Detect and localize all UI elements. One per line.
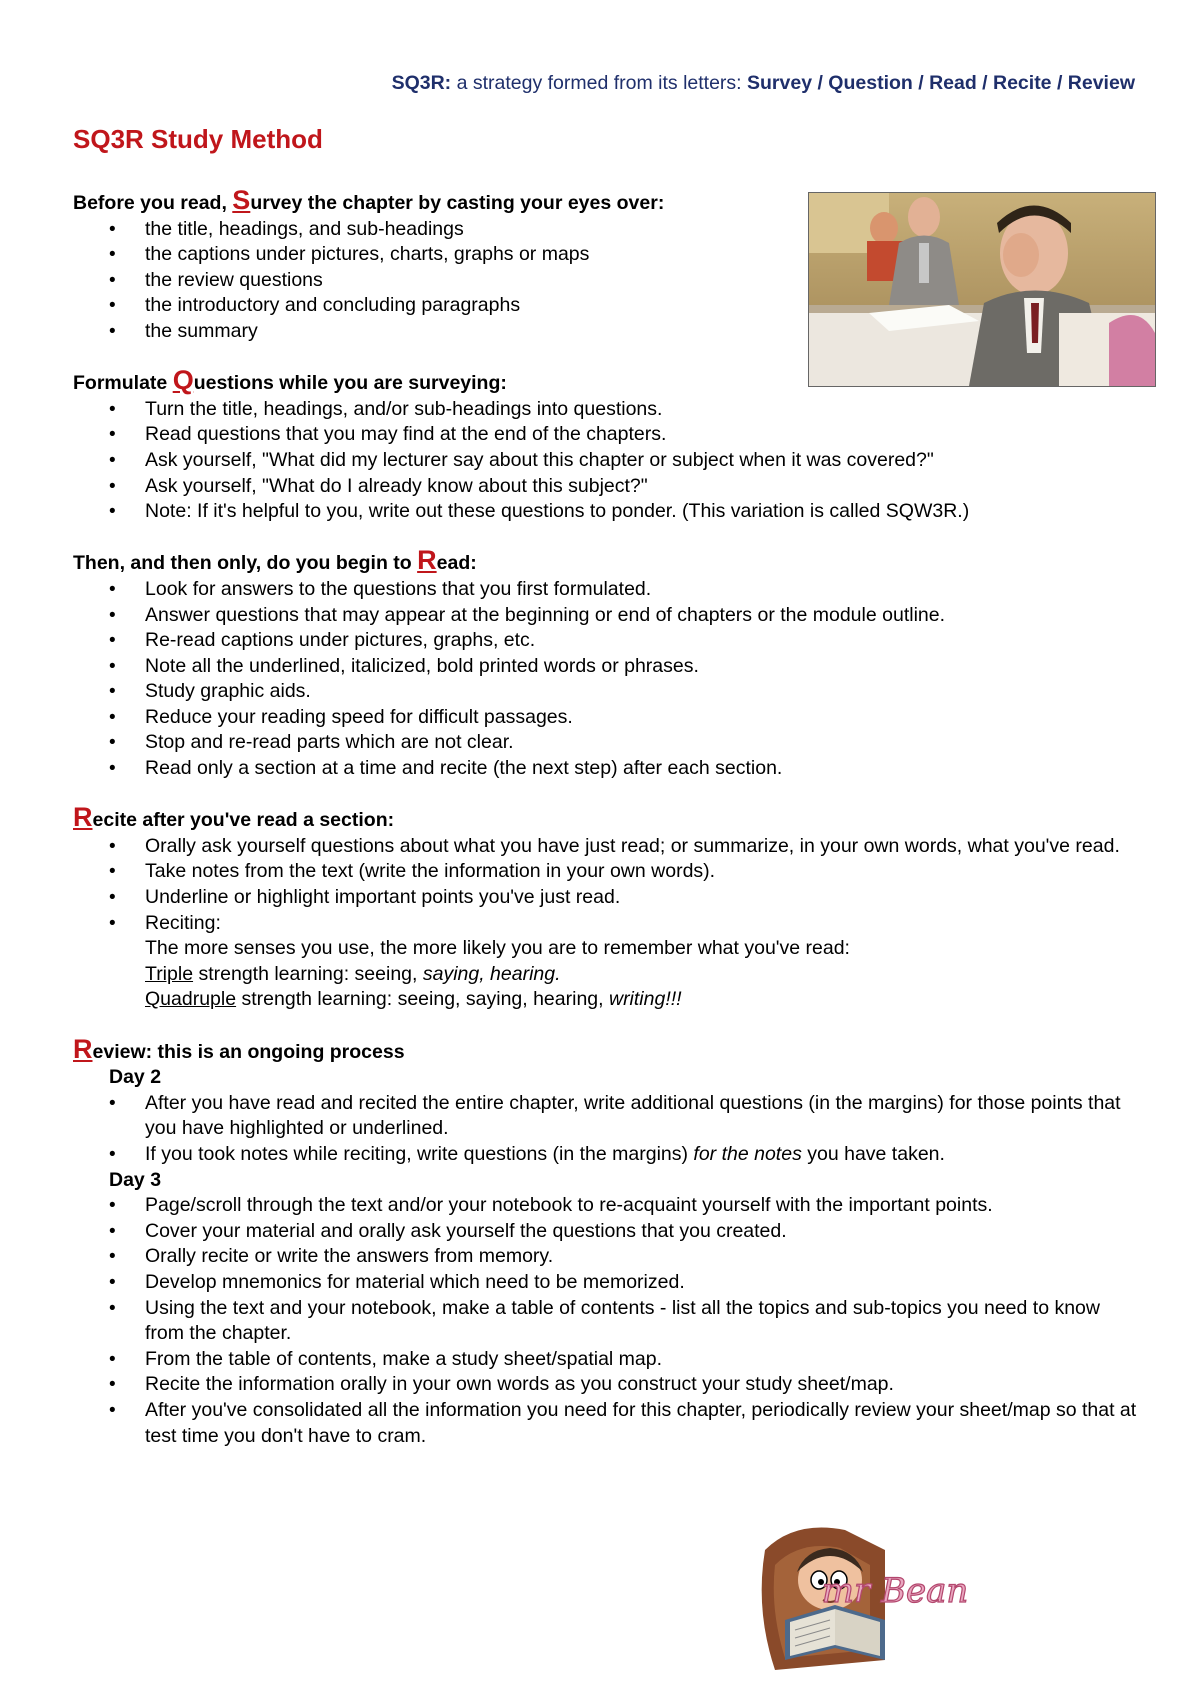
list-item: • Answer questions that may appear at the beginning or end of chapters or the module outline. bbox=[73, 603, 1143, 629]
review-heading bbox=[73, 1033, 1143, 1066]
list-item: • Read questions that you may find at the end of the chapters. bbox=[73, 422, 1143, 448]
list-item-reciting bbox=[73, 911, 1143, 1013]
list-item: • From the table of contents, make a study sheet/spatial map. bbox=[73, 1347, 1143, 1373]
list-item: • Using the text and your notebook, make a table of contents - list all the topics and sub-topics you need to know from the chapter. bbox=[73, 1296, 1143, 1347]
quadruple-word: Quadruple bbox=[145, 988, 237, 1011]
spacer bbox=[73, 1013, 1143, 1039]
day2-item2-a: If you took notes while reciting, write questions (in the margins) bbox=[145, 1142, 694, 1165]
list-item: • the review questions bbox=[73, 268, 1143, 294]
header-abbr: SQ3R: bbox=[391, 72, 452, 94]
read-heading-prefix: Then, and then only, do you begin to bbox=[73, 552, 418, 575]
triple-strength-line bbox=[145, 962, 1143, 988]
reciting-intro: The more senses you use, the more likely you are to remember what you've read: bbox=[145, 937, 850, 960]
list-item: • Recite the information orally in your own words as you construct your study sheet/map. bbox=[73, 1372, 1143, 1398]
triple-word: Triple bbox=[145, 962, 194, 985]
read-list bbox=[73, 577, 1143, 782]
question-heading-prefix: Formulate bbox=[73, 372, 173, 395]
review-letter: R bbox=[73, 1033, 93, 1064]
day2-item2-b: for the notes bbox=[693, 1142, 802, 1165]
day-2-label: Day 2 bbox=[109, 1066, 162, 1089]
recite-heading-rest: ecite after you've read a section: bbox=[92, 809, 395, 832]
list-item: • Underline or highlight important points you've just read. bbox=[73, 885, 1143, 911]
list-item: • Ask yourself, "What did my lecturer say about this chapter or subject when it was covered?" bbox=[73, 448, 1143, 474]
header-note bbox=[255, 72, 1135, 95]
reciting-label: • Reciting: bbox=[145, 911, 221, 934]
list-item: • the captions under pictures, charts, graphs or maps bbox=[73, 242, 1143, 268]
spacer bbox=[73, 525, 1143, 551]
list-item: • Study graphic aids. bbox=[73, 679, 1143, 705]
triple-italic: saying, hearing. bbox=[422, 962, 561, 985]
question-letter: Q bbox=[172, 365, 194, 396]
read-heading bbox=[73, 545, 1143, 577]
list-item: • Orally recite or write the answers from memory. bbox=[73, 1244, 1143, 1270]
day2-item2-c: you have taken. bbox=[801, 1142, 945, 1165]
list-item: • After you've consolidated all the information you need for this chapter, periodically review your sheet/map so that at test time you don't have to cram. bbox=[73, 1398, 1143, 1449]
header-steps: Survey / Question / Read / Recite / Review bbox=[747, 72, 1135, 94]
header-description: a strategy formed from its letters: bbox=[451, 72, 748, 94]
list-item: • Cover your material and orally ask yourself the questions that you created. bbox=[73, 1219, 1143, 1245]
spacer bbox=[73, 782, 1143, 808]
list-item bbox=[73, 1142, 1143, 1168]
quadruple-italic: writing!!! bbox=[608, 988, 682, 1011]
recite-heading bbox=[73, 802, 1143, 834]
document-body bbox=[73, 185, 1143, 1449]
day-3-list bbox=[73, 1193, 1143, 1449]
read-letter: R bbox=[417, 545, 437, 576]
list-item: • Page/scroll through the text and/or your notebook to re-acquaint yourself with the important points. bbox=[73, 1193, 1143, 1219]
list-item: • Take notes from the text (write the information in your own words). bbox=[73, 859, 1143, 885]
question-heading-rest: uestions while you are surveying: bbox=[193, 372, 507, 395]
list-item: • Stop and re-read parts which are not clear. bbox=[73, 730, 1143, 756]
list-item: • the summary bbox=[73, 319, 1143, 345]
list-item: • Note: If it's helpful to you, write out these questions to ponder. (This variation is called SQW3R.) bbox=[73, 499, 1143, 525]
list-item: • Note all the underlined, italicized, bold printed words or phrases. bbox=[73, 654, 1143, 680]
list-item: • Read only a section at a time and recite (the next step) after each section. bbox=[73, 756, 1143, 782]
quadruple-text: strength learning: seeing, saying, hearing, bbox=[236, 988, 609, 1011]
list-item: • Develop mnemonics for material which need to be memorized. bbox=[73, 1270, 1143, 1296]
survey-heading-rest: urvey the chapter by casting your eyes over: bbox=[250, 192, 665, 214]
survey-heading-prefix: Before you read, bbox=[73, 192, 233, 214]
mr-bean-logo bbox=[735, 1510, 1015, 1685]
read-heading-rest: ead: bbox=[436, 552, 477, 575]
list-item: • Re-read captions under pictures, graphs, etc. bbox=[73, 628, 1143, 654]
list-item: • Reduce your reading speed for difficult passages. bbox=[73, 705, 1143, 731]
list-item: • the introductory and concluding paragraphs bbox=[73, 293, 1143, 319]
question-list bbox=[73, 397, 1143, 525]
spacer bbox=[73, 345, 1143, 371]
recite-letter: R bbox=[73, 802, 93, 833]
logo-text: mr Bean bbox=[821, 1571, 969, 1611]
survey-heading bbox=[73, 185, 1143, 217]
survey-list bbox=[73, 217, 1143, 345]
recite-list bbox=[73, 834, 1143, 1013]
list-item: • After you have read and recited the entire chapter, write additional questions (in the margins) for those points that you have highlighted or underlined. bbox=[73, 1091, 1143, 1142]
question-heading bbox=[73, 365, 1143, 397]
list-item: • Ask yourself, "What do I already know about this subject?" bbox=[73, 474, 1143, 500]
document-title: SQ3R Study Method bbox=[73, 124, 323, 154]
review-heading-rest: eview: this is an ongoing process bbox=[92, 1040, 405, 1063]
list-item: • Orally ask yourself questions about what you have just read; or summarize, in your own words, what you've read. bbox=[73, 834, 1143, 860]
survey-letter: S bbox=[232, 185, 251, 215]
list-item: • Turn the title, headings, and/or sub-headings into questions. bbox=[73, 397, 1143, 423]
day-3-label: Day 3 bbox=[109, 1168, 162, 1191]
quadruple-strength-line bbox=[145, 987, 1143, 1013]
day-2-list bbox=[73, 1091, 1143, 1168]
list-item: • the title, headings, and sub-headings bbox=[73, 217, 1143, 243]
triple-text: strength learning: seeing, bbox=[193, 962, 423, 985]
list-item: • Look for answers to the questions that you first formulated. bbox=[73, 577, 1143, 603]
